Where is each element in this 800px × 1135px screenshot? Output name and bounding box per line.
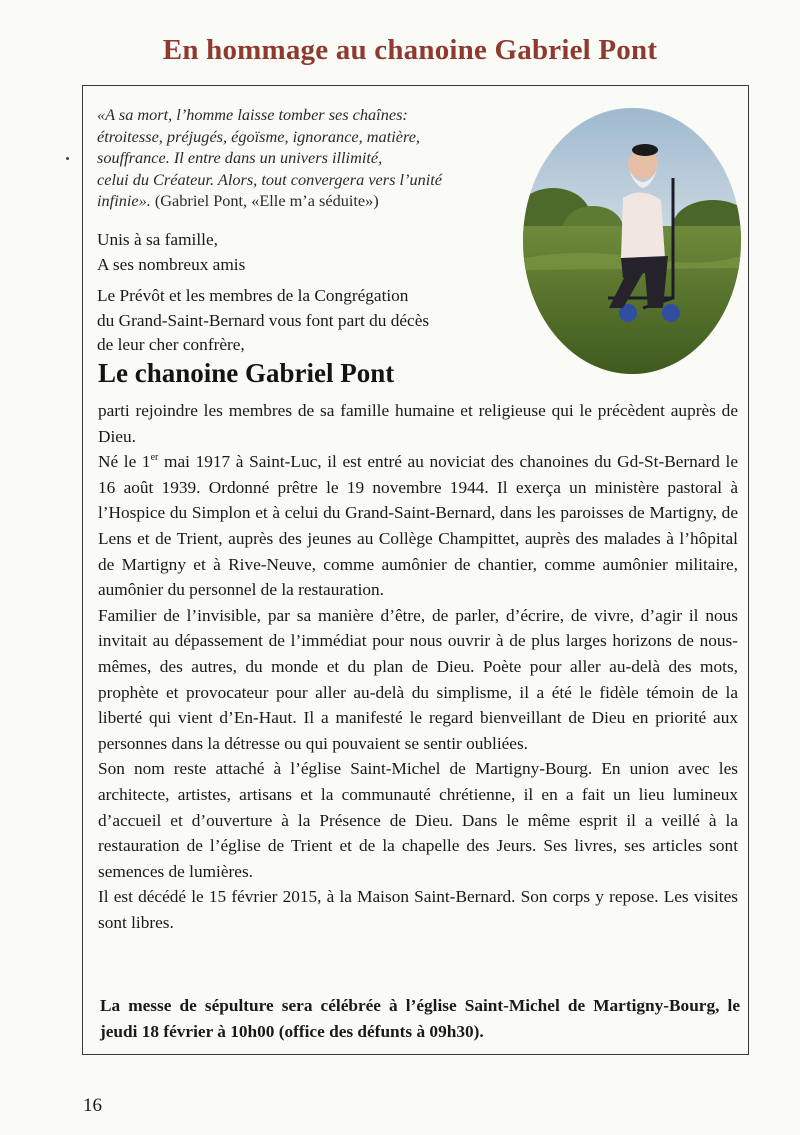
birth-text: Né le 1 [98, 452, 151, 472]
funeral-mass-notice: La messe de sépulture sera célébrée à l’église Saint-Michel de Martigny-Bourg, le jeudi 18 février à 10h00 (office des défunts à 09h30). [100, 996, 740, 1041]
body-paragraph: Familier de l’invisible, par sa manière d’être, de parler, d’écrire, de vivre, d’agir il nous invitait au dépassement de l’immédiat pour nous ouvrir à de plus larges horizons de nous-mêmes, des autres, du monde et du plan de Dieu. Poète pour aller au-delà des mots, prophète et provocateur pour aller au-delà du simplisme, il a été le fidèle témoin de la liberté qui vient d’En-Haut. Il a manifesté le regard bienveillant de Dieu en priorité aux personnes dans la détresse ou qui pouvaient se sentir oubliées. [98, 605, 738, 753]
quote-line: infinie». [97, 191, 151, 210]
announcement-line: Le Prévôt et les membres de la Congrégation [97, 286, 409, 305]
body-paragraph: parti rejoindre les membres de sa famille humaine et religieuse qui le précèdent auprès de Dieu. [98, 401, 738, 446]
quote-line: «A sa mort, l’homme laisse tomber ses chaînes: [97, 105, 408, 124]
page-title: En hommage au chanoine Gabriel Pont [162, 34, 658, 66]
body-paragraph: Son nom reste attaché à l’église Saint-Michel de Martigny-Bourg. En union avec les architecte, artistes, artisans et la communauté chrétienne, il en a fait un lieu lumineux d’accueil et d’ouverture à la Présence de Dieu. Dans le même esprit il a veillé à la restauration de l’église de Trient et de la chapelle des Jeurs. Ses livres, ses articles sont semences de lumières. [98, 759, 738, 881]
quote-block [97, 104, 517, 212]
obituary-body [98, 398, 738, 935]
page-number: 16 [83, 1095, 102, 1116]
ordinal-sup: er [150, 452, 159, 464]
quote-source: (Gabriel Pont, «Elle m’a séduite») [150, 191, 379, 210]
announcement-line: du Grand-Saint-Bernard vous font part du décès [97, 310, 430, 330]
career-text: mai 1917 à Saint-Luc, il est entré au noviciat des chanoines du Gd-St-Bernard le 16 août 1939. Ordonné prêtre le 19 novembre 1944. Il exerça un ministère pastoral à l’Hospice du Simplon et à celui du Grand-Saint-Bernard, dans les paroisses de Martigny, de Lens et de Trient, auprès des jeunes au Collège Champittet, auprès des malades à l’hôpital de Martigny et à Rive-Neuve, comme aumônier de chantier, comme aumônier militaire, aumônier du personnel de la restauration. [98, 452, 739, 600]
body-paragraph: Il est décédé le 15 février 2015, à la Maison Saint-Bernard. Son corps y repose. Les visites sont libres. [98, 887, 738, 932]
portrait-photo [523, 108, 741, 374]
announcement-line: de leur cher confrère, [97, 335, 245, 354]
body-paragraph [98, 449, 738, 603]
family-lines [97, 228, 517, 277]
friends-line: A ses nombreux amis [97, 254, 246, 274]
announcement-lines [97, 284, 517, 358]
scan-speck [66, 157, 69, 160]
quote-line: étroitesse, préjugés, égoïsme, ignorance, matière, [97, 126, 420, 146]
quote-line: souffrance. Il entre dans un univers illimité, [97, 148, 383, 167]
quote-line: celui du Créateur. Alors, tout convergera vers l’unité [97, 169, 443, 189]
portrait-illustration [523, 108, 741, 374]
family-line: Unis à sa famille, [97, 230, 218, 249]
deceased-name-heading: Le chanoine Gabriel Pont [98, 358, 395, 388]
